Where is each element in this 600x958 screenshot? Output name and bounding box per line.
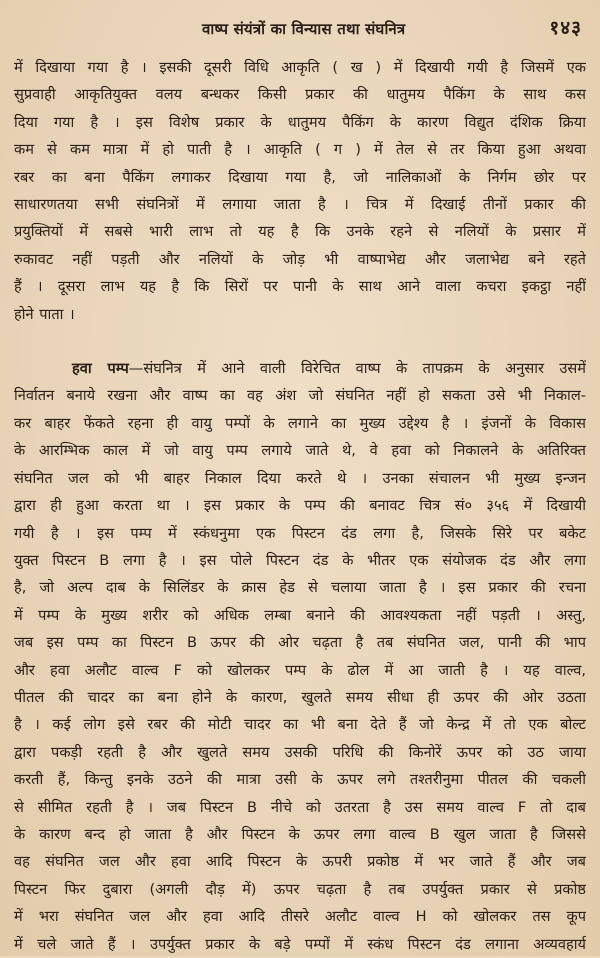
running-head [14,14,586,54]
text-line: में चले जाते हैं । उपर्युक्त प्रकार के बड़े पम्पों में स्कंध पिस्टन दंड लगाना अव्यवहार्य [14,935,586,953]
text-line: साधारणतया सभी संघनित्रों में लगाया जाता है । चित्र में दिखाई तीनों प्रकार की [14,196,586,214]
text-line: होने पाता । [14,305,75,323]
paragraph-1 [14,54,586,328]
page-number: १४३ [549,17,582,39]
text-line: कर बाहर फेंकते रहना ही वायु पम्पों के लगाने का मुख्य उद्देश्य है । इंजनों के विकास [14,414,586,432]
text-line: में पम्प के मुख्य शरीर को अधिक लम्बा बनाने की आवश्यकता नहीं पड़ती । अस्तु, [14,606,586,624]
text-line: हैं । दूसरा लाभ यह है कि सिरों पर पानी के साथ आने वाला कचरा इकट्ठा नहीं [14,278,586,296]
text-line: संघनित जल को भी बाहर निकाल दिया करते थे । उनका संचालन भी मुख्य इन्जन [14,469,586,487]
text-line: में भरा संघनित जल और हवा आदि तीसरे अलौट वाल्व H को खोलकर तस कूप [14,908,586,926]
text-line: से सीमित रहती है । जब पिस्टन B नीचे को उतरता है उस समय वाल्व F तो दाब [14,798,586,816]
text-line: के कारण बन्द हो जाता है और पिस्टन के ऊपर लगा वाल्व B खुल जाता है जिससे [14,825,586,843]
text-line: और हवा अलौट वाल्व F को खोलकर पम्प के ढोल में आ जाती है । यह वाल्व, [14,661,586,679]
text-line: गयी है । इस पम्प में स्कंधनुमा एक पिस्टन दंड लगा है, जिसके सिरे पर बकेट [14,524,586,542]
text-line: है, जो अल्प दाब के सिलिंडर के क्रास हेड से चलाया जाता है । इस प्रकार की रचना [14,579,586,597]
text-line: जब इस पम्प का पिस्टन B ऊपर की ओर चढ़ता है तब संघनित जल, पानी की भाप [14,634,586,652]
text-line: रुकावट नहीं पड़ती और नलियों के जोड़ भी वाष्पाभेद्य और जलाभेद्य बने रहते [14,250,586,268]
text-line: द्वारा पकड़ी रहती है और खुलते समय उसकी परिधि की किनोरें ऊपर को उठ जाया [14,743,586,761]
text-line: के आरम्भिक काल में जो वायु पम्प लगाये जाते थे, वे हवा को निकालने के अतिरिक्त [14,442,586,460]
text-run: —संघनित्र में आने वाली विरेचित वाष्प के तापक्रम के अनुसार उसमें [128,360,586,378]
text-line: प्रयुक्तियों में सबसे भारी लाभ तो यह है कि उनके रहने से नलियों के प्रसार में [14,223,586,241]
paragraph-2 [14,355,586,958]
text-line-first [14,355,586,382]
text-line: दिया गया है । इस विशेष प्रकार के धातुमय पैकिंग के कारण विद्युत दंशिक क्रिया [14,113,586,131]
text-line: पिस्टन फिर दुबारा (अगली दौड़ में) ऊपर चढ़ता है तब उपर्युक्त प्रकार से प्रकोष्ठ [14,880,586,898]
text-line: रबर का बना पैकिंग लगाकर दिखाया गया है, जो नालिकाओं के निर्गम छोर पर [14,168,586,186]
text-line: वह संघनित जल और हवा आदि पिस्टन के ऊपरी प्रकोष्ठ में भर जाते हैं और जब [14,853,586,871]
text-line: पीतल की चादर का बना होने के कारण, खुलते समय सीधा ही ऊपर की ओर उठता [14,688,586,706]
text-line: सुप्रवाही आकृतियुक्त वलय बन्धकर किसी प्रकार की धातुमय पैकिंग के साथ कस [14,86,586,104]
text-line: द्वारा ही हुआ करता था । इस प्रकार के पम्प की बनावट चित्र सं० ३५६ में दिखायी [14,497,586,515]
text-line: युक्त पिस्टन B लगा है । इस पोले पिस्टन दंड के भीतर एक संयोजक दंड और लगा [14,551,586,569]
text-line: में दिखाया गया है । इसकी दूसरी विधि आकृति ( ख ) में दिखायी गयी है जिसमें एक [14,59,586,76]
text-line: करती हैं, किन्तु इनके उठने की मात्रा उसी के ऊपर लगे तश्तरीनुमा पीतल की चकली [14,771,586,789]
text-line: निर्वातन बनाये रखना और वाष्प का वह अंश जो संघनित नहीं हो सकता उसे भी निकाल- [14,387,586,405]
text-line: कम से कम मात्रा में हो पाती है । आकृति ( ग ) में तेल से तर किया हुआ अथवा [14,141,586,159]
paragraph-spacer [14,328,586,355]
chapter-title: वाष्प संयंत्रों का विन्यास तथा संघनित्र [201,20,406,38]
text-line: है । कई लोग इसे रबर की मोटी चादर का भी बना देते हैं जो केन्द्र में तो एक बोल्ट [14,716,586,734]
section-heading: हवा पम्प [72,360,129,378]
